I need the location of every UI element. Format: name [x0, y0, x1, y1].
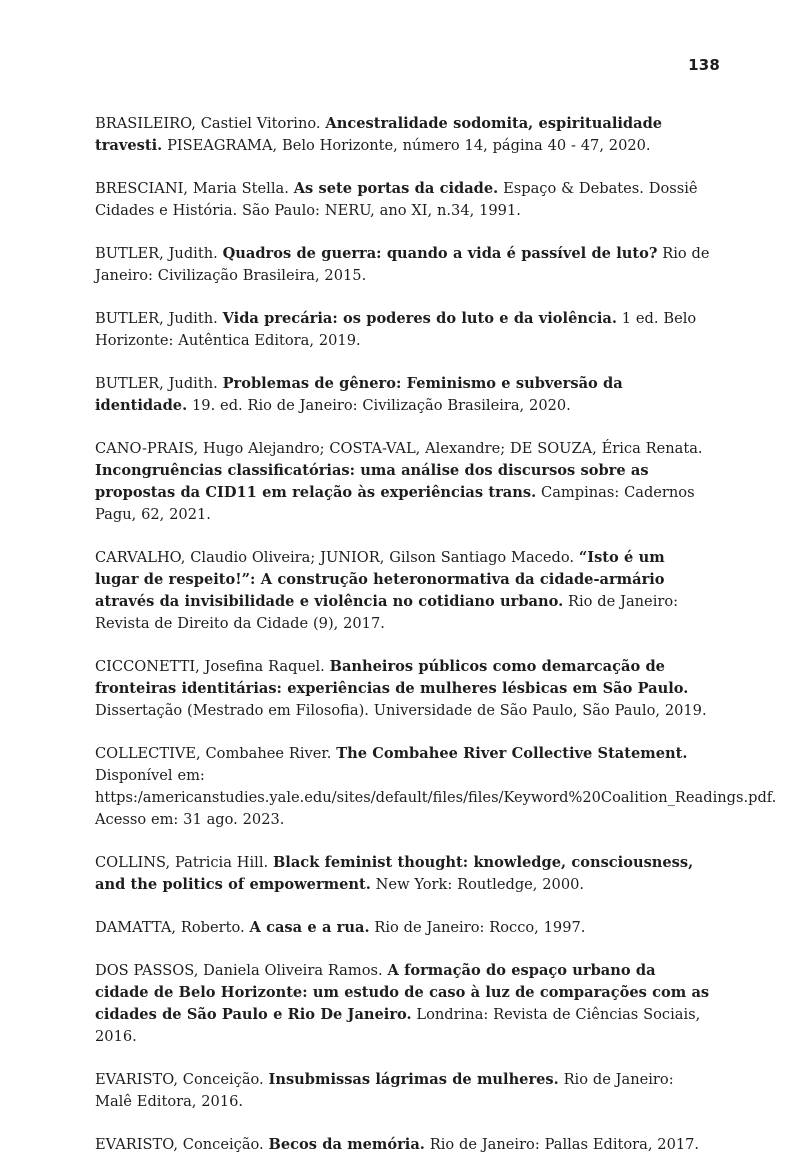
reference-entry [95, 308, 710, 352]
reference-list [95, 113, 777, 1156]
reference-entry [95, 113, 710, 157]
reference-text: Espaço & Debates. Dossiê Cidades e História. São Paulo: NERU, ano XI, n.34, 1991. [95, 180, 698, 219]
reference-text: EVARISTO, Conceição. [95, 1136, 269, 1153]
reference-title: Ancestralidade sodomita, espiritualidade travesti. [95, 115, 663, 154]
reference-text: BUTLER, Judith. [95, 375, 223, 392]
reference-text: PISEAGRAMA, Belo Horizonte, número 14, página 40 - 47, 2020. [162, 137, 651, 154]
reference-entry [95, 852, 710, 896]
reference-text: BUTLER, Judith. [95, 310, 223, 327]
reference-entry [95, 1134, 710, 1156]
reference-text: 1 ed. Belo Horizonte: Autêntica Editora, 2019. [95, 310, 697, 349]
reference-title: The Combahee River Collective Statement. [336, 745, 688, 762]
reference-entry [95, 1069, 710, 1113]
reference-text: Campinas: Cadernos Pagu, 62, 2021. [95, 484, 695, 523]
reference-entry [95, 656, 710, 722]
page-number: 138 [688, 56, 720, 74]
reference-entry [95, 743, 777, 831]
reference-title: Quadros de guerra: quando a vida é passível de luto? [222, 245, 658, 262]
reference-text: Disponível em: https:/americanstudies.yale.edu/sites/default/files/files/Keyword%20Coalition_Readings.pdf. Acesso em: 31 ago. 2023. [95, 767, 777, 828]
reference-title: Banheiros públicos como demarcação de fronteiras identitárias: experiências de mulheres lésbicas em São Paulo. [95, 658, 689, 697]
reference-text: CARVALHO, Claudio Oliveira; JUNIOR, Gilson Santiago Macedo. [95, 549, 579, 566]
reference-entry [95, 178, 710, 222]
reference-title: Black feminist thought: knowledge, consciousness, and the politics of empowerment. [95, 854, 694, 893]
reference-title: “Isto é um lugar de respeito!”: A construção heteronormativa da cidade-armário através da invisibilidade e violência no cotidiano urbano. [95, 549, 665, 610]
reference-text: BUTLER, Judith. [95, 245, 223, 262]
reference-entry [95, 373, 710, 417]
reference-text: Rio de Janeiro: Civilização Brasileira, 2015. [95, 245, 710, 284]
reference-text: New York: Routledge, 2000. [370, 876, 585, 893]
reference-text: Rio de Janeiro: Rocco, 1997. [369, 919, 586, 936]
reference-text: CICCONETTI, Josefina Raquel. [95, 658, 330, 675]
reference-title: Vida precária: os poderes do luto e da violência. [222, 310, 617, 327]
reference-entry [95, 438, 710, 526]
reference-title: Becos da memória. [268, 1136, 425, 1153]
reference-entry [95, 960, 710, 1048]
reference-text: Dissertação (Mestrado em Filosofia). Universidade de São Paulo, São Paulo, 2019. [95, 702, 707, 719]
reference-text: Londrina: Revista de Ciências Sociais, 2016. [95, 1006, 701, 1045]
reference-text: EVARISTO, Conceição. [95, 1071, 269, 1088]
reference-text: BRESCIANI, Maria Stella. [95, 180, 294, 197]
reference-text: COLLINS, Patricia Hill. [95, 854, 273, 871]
reference-title: Insubmissas lágrimas de mulheres. [268, 1071, 559, 1088]
reference-text: Rio de Janeiro: Pallas Editora, 2017. [424, 1136, 700, 1153]
reference-text: DAMATTA, Roberto. [95, 919, 250, 936]
reference-text: Rio de Janeiro: Revista de Direito da Cidade (9), 2017. [95, 593, 679, 632]
reference-text: 19. ed. Rio de Janeiro: Civilização Brasileira, 2020. [187, 397, 571, 414]
reference-title: A casa e a rua. [249, 919, 370, 936]
reference-entry [95, 243, 710, 287]
reference-text: DOS PASSOS, Daniela Oliveira Ramos. [95, 962, 388, 979]
reference-text: Rio de Janeiro: Malê Editora, 2016. [95, 1071, 674, 1110]
reference-text: CANO-PRAIS, Hugo Alejandro; COSTA-VAL, Alexandre; DE SOUZA, Érica Renata. [95, 440, 703, 457]
reference-text: COLLECTIVE, Combahee River. [95, 745, 337, 762]
reference-title: Problemas de gênero: Feminismo e subversão da identidade. [95, 375, 623, 414]
reference-text: BRASILEIRO, Castiel Vitorino. [95, 115, 326, 132]
reference-title: A formação do espaço urbano da cidade de Belo Horizonte: um estudo de caso à luz de comparações com as cidades de São Paulo e Rio De Janeiro. [95, 962, 710, 1023]
reference-title: As sete portas da cidade. [293, 180, 499, 197]
reference-entry [95, 547, 710, 635]
reference-entry [95, 917, 710, 939]
reference-title: Incongruências classificatórias: uma análise dos discursos sobre as propostas da CID11 em relação às experiências trans. [95, 462, 649, 501]
